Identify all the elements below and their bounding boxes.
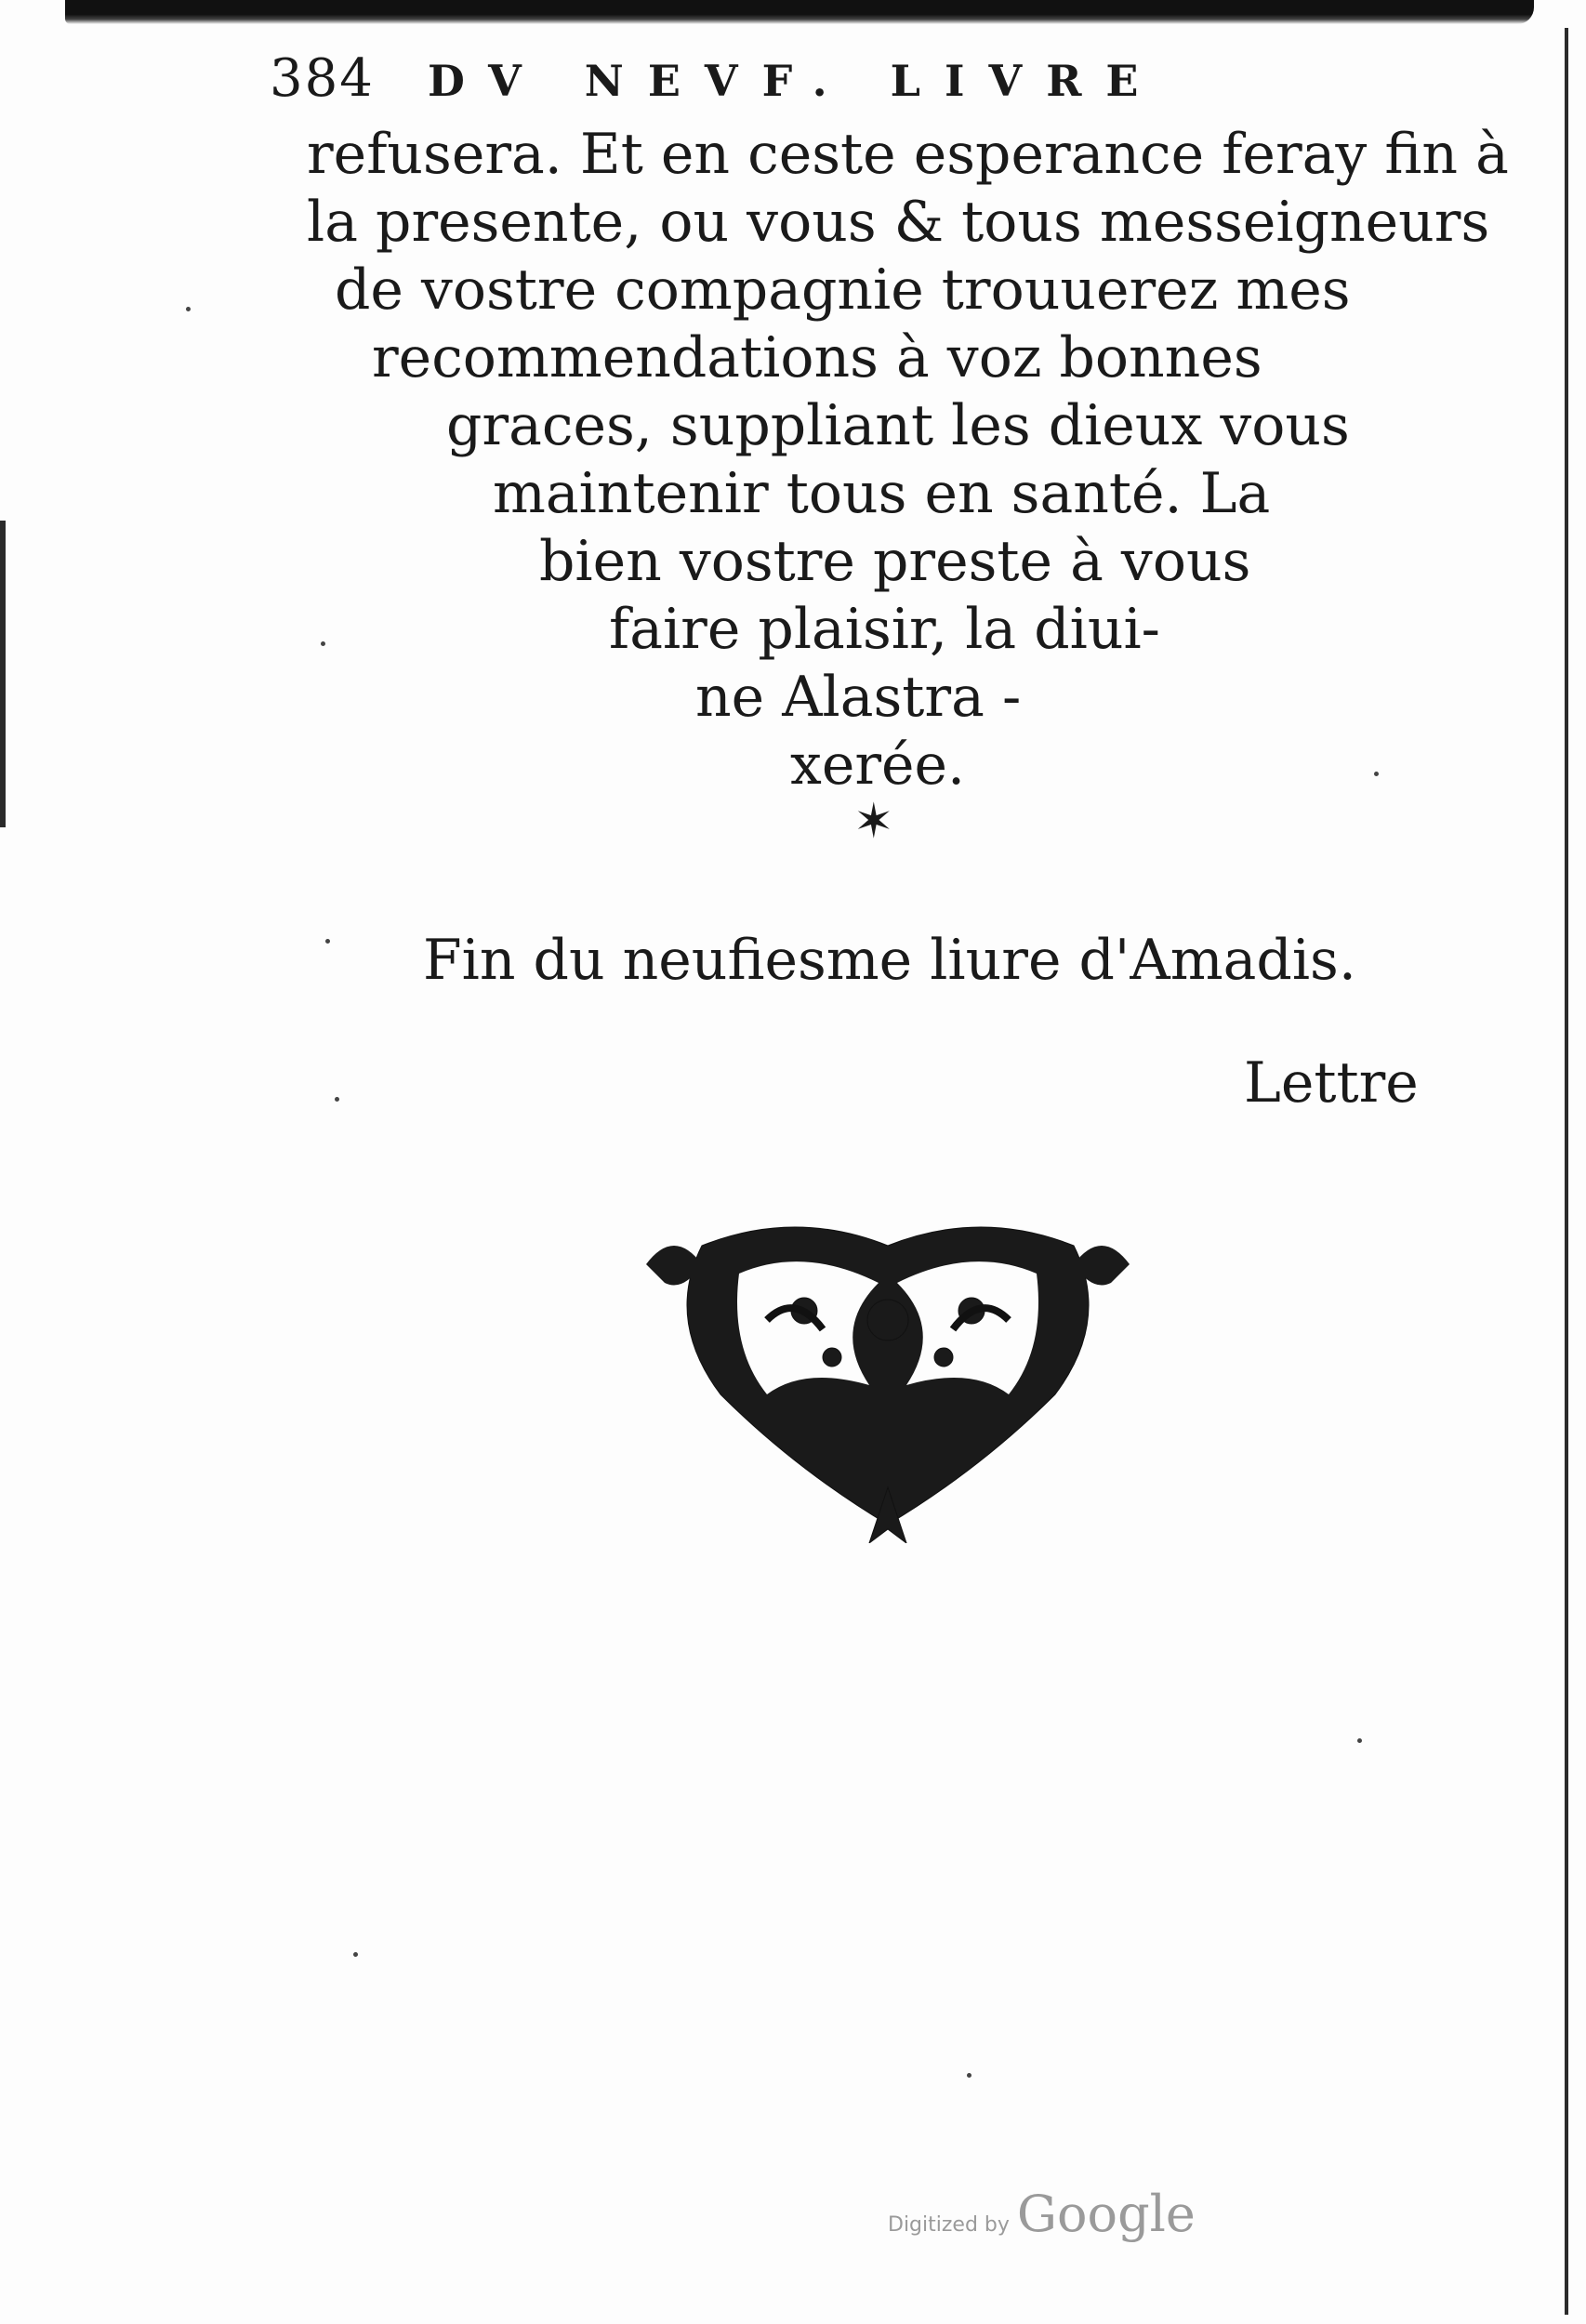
- ink-speck: [1357, 1738, 1362, 1743]
- tailpiece-ornament-icon: [646, 1208, 1130, 1543]
- catchword: Lettre: [1244, 1050, 1419, 1116]
- page-left-edge: [0, 521, 6, 827]
- text-line: refusera. Et en ceste esperance feray fin à: [307, 122, 1509, 187]
- ink-speck: [967, 2073, 971, 2078]
- text-line: maintenir tous en santé. La: [493, 461, 1271, 526]
- colophon: Fin du neufiesme liure d'Amadis.: [423, 928, 1356, 993]
- text-line: recommendations à voz bonnes: [372, 325, 1262, 390]
- ink-speck: [335, 1097, 339, 1102]
- running-title: DV NEVF. LIVRE: [428, 56, 1163, 106]
- page-number: 384: [270, 48, 375, 109]
- text-line: la presente, ou vous & tous messeigneurs: [307, 190, 1490, 255]
- ink-speck: [1374, 772, 1379, 776]
- page-right-edge: [1565, 28, 1568, 2315]
- digitized-watermark: [888, 2185, 1196, 2243]
- ink-speck: [353, 1952, 358, 1957]
- asterism-ornament: ✶: [853, 794, 894, 850]
- ink-speck: [321, 641, 325, 646]
- ink-speck: [186, 307, 191, 311]
- page-top-edge: [65, 0, 1534, 24]
- running-head: [270, 48, 1274, 113]
- text-line: de vostre compagnie trouuerez mes: [335, 257, 1351, 323]
- ink-speck: [325, 939, 330, 944]
- text-line: graces, suppliant les dieux vous: [446, 393, 1350, 458]
- text-line: xerée.: [790, 733, 966, 798]
- text-line: ne Alastra -: [695, 665, 1022, 730]
- text-line: bien vostre preste à vous: [539, 529, 1251, 594]
- google-logo: Google: [1016, 2185, 1196, 2243]
- body-text: [307, 121, 1509, 799]
- text-line: faire plaisir, la diui-: [609, 597, 1160, 662]
- watermark-prefix: Digitized by: [888, 2213, 1010, 2237]
